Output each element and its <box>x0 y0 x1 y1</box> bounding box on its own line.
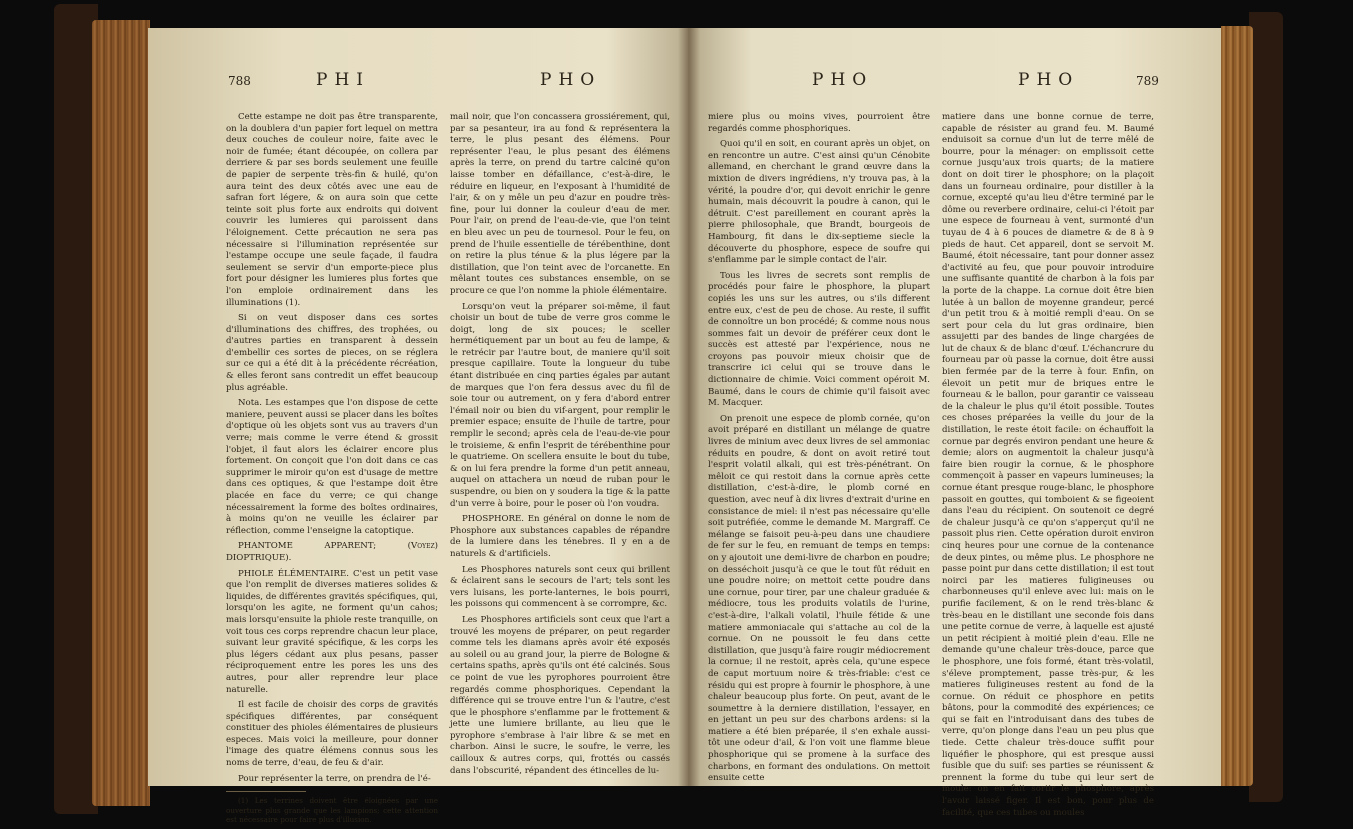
book-gutter <box>678 28 700 786</box>
footnote-rule <box>226 791 306 792</box>
paragraph: Nota. Les estampes que l'on dispose de cette maniere, peuvent aussi se placer dans les boîtes d'optique où les objets sont vus au travers d'un verre; mais comme le verre étend & grossit l'objet, il faut alors les éclairer encore plus fortement. On conçoit que l'on doit dans ce cas supprimer le miroir qu'on est d'usage de mettre dans ces optiques, & que l'estampe doit être placée en face du verre; ce qui change nécessairement la forme des boîtes ordinaires, à moins qu'on ne veuille les éclairer par réflection, comme l'enseigne la catoptique. <box>226 398 438 536</box>
paragraph: Les Phosphores artificiels sont ceux que l'art a trouvé les moyens de préparer, on peut regarder comme tels les diamans après avoir été exposés au soleil ou au grand jour, la pierre de Bologne & certains spaths, après qu'ils ont été calcinés. Sous ce point de vue les pyrophores pourroient être regardés comme phosphoriques. Cependant la différence qui se trouve entre l'un & l'autre, c'est que le phosphore s'enflamme par le frottement & jette une lumiere brillante, au lieu que le pyrophore s'embrase à l'air libre & se met en charbon. Ainsi le sucre, le soufre, le verre, les cailloux & autres corps, qui, frottés ou cassés dans l'obscurité, répandent des étincelles de lu- <box>450 614 670 776</box>
running-head-left: PHI <box>316 70 370 90</box>
paragraph: miere plus ou moins vives, pourroient être regardés comme phosphoriques. <box>708 112 930 134</box>
book-cover-right <box>1249 12 1283 802</box>
left-page-column-1 <box>226 112 438 829</box>
paragraph: mail noir, que l'on concassera grossiérement, qui, par sa pesanteur, ira au fond & représentera la terre, le plus pesant des élémens. Pour représenter l'eau, le plus pesant des élémens après la terre, on prend du tartre calciné qu'on laisse tomber en défaillance, c'est-à-dire, le réduire en liqueur, en l'exposant à l'humidité de l'air, & on y mêle un peu d'azur en poudre très-fine, pour lui donner la couleur d'eau de mer. Pour l'air, on prend de l'eau-de-vie, que l'on teint en bleu avec un peu de tournesol. Pour le feu, on prend de l'huile essentielle de térébenthine, dont on retire la plus ténue & la plus légere par la distillation, que l'on teint avec de l'orcanette. En mêlant toutes ces substances ensemble, on se procure ce que l'on nomme la phiole élémentaire. <box>450 112 670 296</box>
page-edges-right <box>1221 26 1253 786</box>
paragraph: PHOSPHORE. En général on donne le nom de Phosphore aux substances capables de répandre de la lumiere dans les ténebres. Il y en a de naturels & d'artificiels. <box>450 514 670 559</box>
running-head-right: PHO <box>1018 70 1080 90</box>
entry-heading: PHANTOME APPARENT; (Voyez) DIOPTRIQUE). <box>226 541 438 563</box>
paragraph: Pour représenter la terre, on prendra de l'é- <box>238 773 431 784</box>
right-page-column-2 <box>942 112 1154 823</box>
paragraph: Quoi qu'il en soit, en courant après un objet, on en rencontre un autre. C'est ainsi qu'un Cénobite allemand, en cherchant le grand œuvre dans la mixtion de divers ingrédiens, n'y trouva pas, à la vérité, la poudre d'or, qui devoit enrichir le genre humain, mais découvrit la poudre à canon, qui le détruit. C'est pareillement en courant après la pierre philosophale, que Brandt, bourgeois de Hambourg, fit dans le dix-septieme siecle la découverte du phosphore, espece de soufre qui s'enflamme par le simple contact de l'air. <box>708 139 930 266</box>
paragraph: On prenoit une espece de plomb cornée, qu'on avoit préparé en distillant un mélange de quatre livres de minium avec deux livres de sel ammoniac réduits en poudre, & dont on avoit retiré tout l'esprit volatil alkali, qui est très-pénétrant. On mêloit ce qui restoit dans la cornue après cette distillation, c'est-à-dire, le plomb corné en question, avec neuf à dix livres d'extrait d'urine en consistance de miel: il n'est pas nécessaire qu'elle soit putréfiée, comme le demande M. Margraff. Ce mélange se faisoit peu-à-peu dans une chaudiere de fer sur le feu, en remuant de temps en temps: on y ajoutoit une demi-livre de charbon en poudre; on desséchoit jusqu'à ce que le tout fût réduit en une poudre noire; on mettoit cette poudre dans une cornue, pour tirer, par une chaleur graduée & médiocre, tous les produits volatils de l'urine, c'est-à-dire, l'alkali volatil, l'huile fétide & une matiere ammoniacale qui s'attache au col de la cornue. On ne poussoit le feu dans cette distillation, que jusqu'à faire rougir médiocrement la cornue; il ne restoit, après cela, qu'une espece de caput mortuum noire & très-friable: c'est ce résidu qui est propre à fournir le phosphore, à une chaleur beaucoup plus forte. On peut, avant de le soumettre à la derniere distillation, l'essayer, en en jettant un peu sur des charbons ardens: si la matiere a été bien préparée, il s'en exhale aussi-tôt une odeur d'ail, & l'on voit une flamme bleue phosphorique qui se promene à la surface des charbons, en formant des ondulations. On mettoit ensuite cette <box>708 413 930 784</box>
running-head-left: PHO <box>812 70 874 90</box>
paragraph: Si on veut disposer dans ces sortes d'illuminations des chiffres, des trophées, ou d'autres parties en transparent à dessein d'embellir ces sortes de pieces, on se réglera sur ce qui a été dit à la précédente récréation, & elles feront sans contredit un effet beaucoup plus agréable. <box>226 313 438 393</box>
right-page-header <box>688 70 1221 96</box>
footnote: (1) Les terrines doivent être éloignées par une ouverture plus grande que les lampions; cette attention est nécessaire pour faire plus d'illusion. <box>226 796 438 825</box>
paragraph: Il est facile de choisir des corps de gravités spécifiques différentes, par conséquent constituer des phioles élémentaires de plusieurs especes. Mais voici la meilleure, pour donner l'image des quatre élémens connus sous les noms de terre, d'eau, de feu & d'air. <box>226 700 438 769</box>
paragraph: Cette estampe ne doit pas être transparente, on la doublera d'un papier fort lequel on mettra deux couches de couleur noire, faite avec le noir de fumée; étant découpée, on collera par derriere & par ses bords seulement une feuille de papier de serpente très-fin & huilé, qu'on aura teint des deux côtés avec une eau de safran fort légere, & on aura soin que cette teinte soit plus forte aux endroits qui doivent couvrir les lumieres qui paroissent dans l'éloignement. Cette précaution ne sera pas nécessaire si l'illumination représentée sur l'estampe occupe une seule façade, il faudra seulement se servir d'un emporte-piece plus fort pour désigner les lumieres plus fortes que l'on emploie ordinairement dans les illuminations (1). <box>226 112 438 308</box>
paragraph: Tous les livres de secrets sont remplis de procédés pour faire le phosphore, la plupart copiés les uns sur les autres, ou s'ils different entre eux, c'est de peu de chose. Au reste, il suffit de connoître un bon procédé; & comme nous nous sommes fait un devoir de préférer ceux dont le succès est attesté par l'expérience, nous ne croyons pas pouvoir mieux choisir que de transcrire ici celui qui se trouve dans le dictionnaire de chimie. Voici comment opéroit M. Baumé, dans le cours de chimie qu'il faisoit avec M. Macquer. <box>708 270 930 409</box>
right-page <box>688 28 1221 818</box>
paragraph: Lorsqu'on veut la préparer soi-même, il faut choisir un bout de tube de verre gros comme le doigt, long de six pouces; le sceller hermétiquement par un bout au feu de lampe, & le retrécir par l'autre bout, de maniere qu'il soit presque capillaire. Toute la longueur du tube étant distribuée en cinq parties égales par autant de marques que l'on fera dessus avec du fil de soie tour ou autrement, on y fera d'abord entrer l'émail noir ou bien du vif-argent, pour remplir le premier espace; ensuite de l'huile de tartre, pour remplir le second; après cela de l'eau-de-vie pour le troisieme, & enfin l'esprit de térébenthine pour le quatrieme. On scellera ensuite le bout du tube, & on lui fera prendre la forme d'un petit anneau, auquel on attachera un nœud de ruban pour le suspendre, ou bien on y soudera la tige & la patte d'un verre à boire, pour le poser où l'on voudra. <box>450 301 670 509</box>
paragraph: matiere dans une bonne cornue de terre, capable de résister au grand feu. M. Baumé enduisoit sa cornue d'un lut de terre mêlé de bourre, pour la ménager: on emplissoit cette cornue jusqu'aux trois quarts; de la matiere dont on doit tirer le phosphore; on la plaçoit dans un fourneau ordinaire, pour distiller à la cornue, excepté qu'au lieu d'être terminé par le dôme ou reverbere ordinaire, celui-ci l'étoit par une espece de fourneau à vent, surmonté d'un tuyau de 4 à 6 pouces de diametre & de 8 à 9 pieds de haut. Cet appareil, dont se servoit M. Baumé, étoit nécessaire, tant pour donner assez d'activité au feu, que pour pouvoir introduire une suffisante quantité de charbon à la fois par la porte de la chappe. La cornue doit être bien lutée à un ballon de moyenne grandeur, percé d'un petit trou & à moitié rempli d'eau. On se sert pour cela du lut gras ordinaire, bien assujetti par des bandes de linge chargées de lut de chaux & de blanc d'œuf. L'échancrure du fourneau par où passe la cornue, doit être aussi bien fermée par de la terre à four. Enfin, on élevoit un petit mur de briques entre le fourneau & le ballon, pour garantir ce vaisseau de la chaleur le plus qu'il étoit possible. Toutes ces choses préparées la veille du jour de la distillation, le reste étoit facile: on échauffoit la cornue par degrés environ pendant une heure & demie; alors on augmentoit la chaleur jusqu'à faire bien rougir la cornue, & le phosphore commençoit à passer en vapeurs lumineuses; la cornue étant presque rouge-blanc, le phosphore passoit en gouttes, qui tomboient & se figeoient dans l'eau du récipient. On soutenoit ce degré de chaleur jusqu'à ce qu'on s'apperçut qu'il ne passoit plus rien. Cette opération duroit environ cinq heures pour une cornue de la contenance de deux pintes, ou même plus. Le phosphore ne passe point pur dans cette distillation; il est tout noirci par les matieres fuligineuses ou charbonneuses qu'il enleve avec lui: mais on le purifie facilement, & on le rend très-blanc & très-beau en le distillant une seconde fois dans une petite cornue de verre, à laquelle est ajusté un petit récipient à moitié plein d'eau. Elle ne demande qu'une chaleur très-douce, parce que le phosphore, une fois formé, étant très-volatil, s'éleve promptement, passe très-pur, & les matieres fuligineuses restent au fond de la cornue. On réduit ce phosphore en petits bâtons, pour la commodité des expériences; ce qui se fait en l'introduisant dans des tubes de verre, qu'on plonge dans l'eau un peu plus que tiede. Cette chaleur très-douce suffit pour liquéfier le phosphore, qui est presque aussi fusible que du suif: ses parties se réunissent & prennent la forme du tube qui leur sert de moule: on en fait sortir le phosphore, après l'avoir laissé figer. Il est bon, pour plus de facilité, que ces tubes ou moules <box>942 112 1154 818</box>
page-edges-left <box>92 20 150 806</box>
page-number: 789 <box>1136 74 1159 88</box>
paragraph: Les Phosphores naturels sont ceux qui brillent & éclairent sans le secours de l'art; tels sont les vers luisans, les porte-lanternes, le bois pourri, les poissons qui commencent à se corrompre, &c. <box>450 564 670 610</box>
left-page-header <box>148 70 688 96</box>
left-page <box>148 28 688 825</box>
right-page-column-1 <box>708 112 930 789</box>
paragraph: PHIOLE ÉLÉMENTAIRE. C'est un petit vase que l'on remplit de diverses matieres solides & liquides, de différentes gravités spécifiques, qui, lorsqu'on les agite, ne forment qu'un cahos; mais lorsqu'ensuite la phiole reste tranquille, on voit tous ces corps reprendre chacun leur place, suivant leur gravité spécifique, & les corps les plus légers cédant aux plus pesans, passer réciproquement entre les pores les uns des autres, pour aller reprendre leur place naturelle. <box>226 568 438 695</box>
left-page-column-2 <box>450 112 670 781</box>
page-number: 788 <box>228 74 251 88</box>
running-head-right: PHO <box>540 70 602 90</box>
